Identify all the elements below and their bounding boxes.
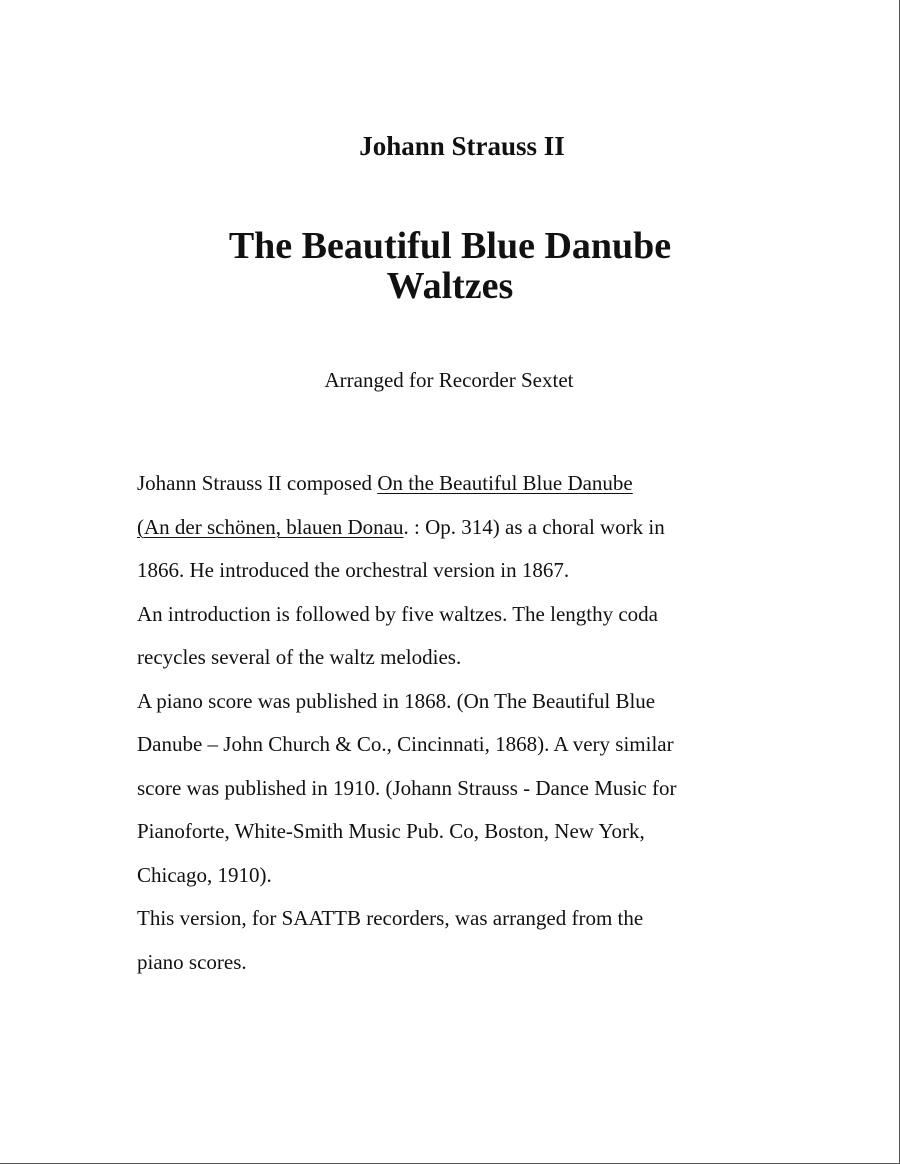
piece-title <box>0 226 900 306</box>
description-body <box>137 462 777 984</box>
composer-name: Johann Strauss II <box>359 131 565 161</box>
paragraph-composition <box>137 462 777 593</box>
p3-line2: Danube – John Church & Co., Cincinnati, 1868). A very similar <box>137 732 674 756</box>
p3-line3: score was published in 1910. (Johann Strauss - Dance Music for <box>137 775 677 800</box>
p1-line3: 1866. He introduced the orchestral version in 1867. <box>137 558 570 582</box>
p1-line2-suffix: . : Op. 314) as a choral work in <box>403 514 665 539</box>
p1-title-underlined: On the Beautiful Blue Danube <box>377 471 633 495</box>
p3-line5: Chicago, 1910). <box>137 862 272 887</box>
p1-line1-prefix: Johann Strauss II composed <box>137 471 378 495</box>
arrangement-subtitle: Arranged for Recorder Sextet <box>324 368 574 392</box>
paragraph-publication <box>137 680 777 898</box>
p2-line2: recycles several of the waltz melodies. <box>137 645 462 669</box>
p4-line2: piano scores. <box>137 949 247 974</box>
p4-line1: This version, for SAATTB recorders, was arranged from the <box>137 906 644 930</box>
p3-line4: Pianoforte, White-Smith Music Pub. Co, Boston, New York, <box>137 819 645 843</box>
p2-line1: An introduction is followed by five waltzes. The lengthy coda <box>137 601 658 626</box>
paragraph-arrangement <box>137 897 777 984</box>
paragraph-structure <box>137 593 777 680</box>
p3-line1: A piano score was published in 1868. (On The Beautiful Blue <box>137 688 656 713</box>
title-line-2: Waltzes <box>386 265 514 307</box>
p1-german-title-underlined: (An der schönen, blauen Donau <box>137 514 404 539</box>
title-line-1: The Beautiful Blue Danube <box>228 225 672 267</box>
